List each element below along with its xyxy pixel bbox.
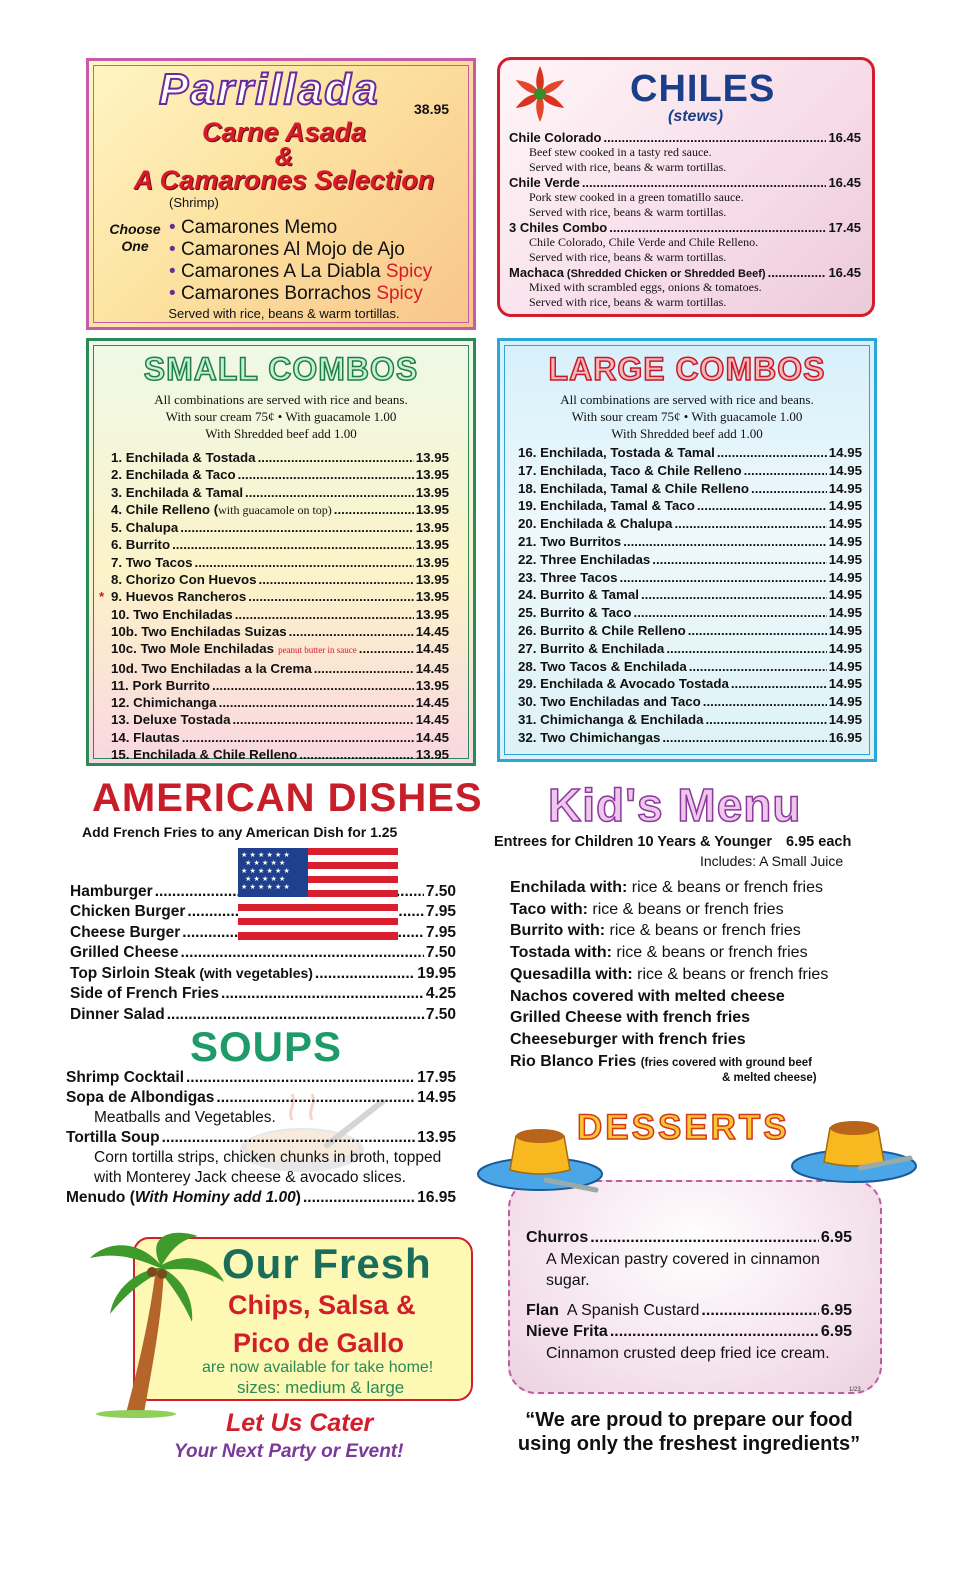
combo-item-price: 13.95 xyxy=(415,450,449,465)
combo-item-name: 15. Enchilada & Chile Relleno xyxy=(111,747,298,763)
american-item-row xyxy=(70,943,456,963)
combo-item-price: 14.95 xyxy=(828,622,862,638)
combo-item-name: 27. Burrito & Enchilada xyxy=(518,640,665,656)
small-combos-note2: With sour cream 75¢ • With guacamole 1.00 xyxy=(165,409,397,424)
soup-item-desc: Corn tortilla strips, chicken chunks in broth, topped xyxy=(94,1149,442,1166)
chile-item-name: Chile Colorado xyxy=(509,130,602,145)
combo-item-name: 12. Chimichanga xyxy=(111,695,217,711)
combo-item-name: 31. Chimichanga & Enchilada xyxy=(518,711,704,727)
parrillada-line2: A Camarones Selection xyxy=(133,165,435,195)
combo-item-row xyxy=(111,746,449,763)
parrillada-option xyxy=(169,239,432,261)
combo-item-row xyxy=(111,640,449,659)
combo-item-price: 14.95 xyxy=(828,516,862,532)
combo-item-name: 9. Huevos Rancheros xyxy=(111,589,247,605)
chiles-list xyxy=(509,130,861,310)
combo-item-name: 24. Burrito & Tamal xyxy=(518,587,639,603)
parrillada-option-name: Camarones Memo xyxy=(180,217,338,238)
flan-icon xyxy=(476,1118,606,1198)
combo-item-name: 4. Chile Relleno ( xyxy=(111,501,219,517)
combo-item-row xyxy=(518,640,862,658)
chile-item-desc: Mixed with scrambled eggs, onions & tomatoes. xyxy=(529,280,762,294)
chile-item-price: 17.45 xyxy=(828,220,861,235)
american-dishes-title: AMERICAN DISHES xyxy=(92,776,483,820)
combo-item-name: 14. Flautas xyxy=(111,729,180,745)
kids-menu-header xyxy=(494,834,851,850)
combo-item-row xyxy=(518,622,862,640)
combo-item-price: 14.95 xyxy=(828,640,862,656)
combo-item-price: 14.95 xyxy=(828,605,862,621)
combo-item-row xyxy=(99,588,449,605)
chile-item-note: (Shredded Chicken or Shredded Beef) xyxy=(566,268,766,280)
combo-item-price: 14.95 xyxy=(828,551,862,567)
combo-item-name: 22. Three Enchiladas xyxy=(518,551,651,567)
large-combos-note2: With sour cream 75¢ • With guacamole 1.00 xyxy=(571,409,803,424)
svg-text:★ ★ ★ ★ ★: ★ ★ ★ ★ ★ xyxy=(245,859,286,867)
combo-item-name: 7. Two Tacos xyxy=(111,554,193,570)
combo-item-price: 14.95 xyxy=(828,480,862,496)
soups-list xyxy=(66,1068,456,1208)
chile-item-desc: Served with rice, beans & warm tortillas. xyxy=(529,295,727,309)
combo-item-name: 10c. Two Mole Enchiladas xyxy=(111,641,275,657)
soup-item-name: Menudo ( xyxy=(66,1189,135,1206)
combo-item-name: 21. Two Burritos xyxy=(518,533,622,549)
chile-item-desc: Served with rice, beans & warm tortillas. xyxy=(529,205,727,219)
kids-item-rest: rice & beans or french fries xyxy=(587,900,784,918)
kids-item-name: Tostada with: xyxy=(510,944,612,962)
print-date: 1/23 xyxy=(849,1387,861,1393)
spicy-label: Spicy xyxy=(385,261,433,282)
chile-item-name: Machaca xyxy=(509,265,564,280)
dessert-name: Churros xyxy=(526,1229,589,1246)
combo-item-row xyxy=(518,480,862,498)
cater-subtitle: Your Next Party or Event! xyxy=(174,1441,404,1462)
parrillada-option xyxy=(169,217,432,239)
parrillada-options xyxy=(169,217,432,305)
parrillada-option xyxy=(169,261,432,283)
combo-item-name: 5. Chalupa xyxy=(111,520,179,536)
chile-item-desc: Chile Colorado, Chile Verde and Chile Relleno. xyxy=(529,235,759,249)
american-item-name: Top Sirloin Steak xyxy=(70,965,196,983)
combo-item-row xyxy=(111,694,449,711)
combo-item-name: 1. Enchilada & Tostada xyxy=(111,450,256,465)
spicy-label: Spicy xyxy=(376,283,423,304)
fresh-line2: Chips, Salsa & xyxy=(228,1290,416,1320)
parrillada-option xyxy=(169,283,432,305)
combo-item-price: 13.95 xyxy=(415,484,449,500)
chile-item-name: Chile Verde xyxy=(509,175,580,190)
combo-item-name: 10. Two Enchiladas xyxy=(111,606,233,622)
soup-item-desc: with Monterey Jack cheese & avocado slices. xyxy=(94,1169,406,1186)
parrillada-choose-one: Choose One xyxy=(109,221,161,254)
chiles-subtitle: (stews) xyxy=(668,108,724,125)
combo-item-row xyxy=(111,729,449,746)
combo-item-price: 13.95 xyxy=(415,677,449,693)
soups-title: SOUPS xyxy=(190,1023,343,1070)
combo-item-row xyxy=(518,497,862,515)
svg-text:★ ★ ★ ★ ★: ★ ★ ★ ★ ★ xyxy=(245,875,286,883)
kids-item-rest: rice & beans or french fries xyxy=(605,922,801,940)
soup-item-price: 17.95 xyxy=(417,1069,456,1086)
chile-item-price: 16.45 xyxy=(828,130,861,145)
soup-item-name: Sopa de Albondigas xyxy=(66,1089,215,1106)
soup-item-row xyxy=(66,1188,456,1208)
american-item-extra: (with vegetables) xyxy=(195,965,313,982)
combo-item-price: 14.95 xyxy=(828,533,862,549)
parrillada-title: Parrillada xyxy=(159,65,380,114)
parrillada-option-name: Camarones A La Diabla xyxy=(180,261,381,282)
svg-text:★ ★ ★ ★ ★ ★: ★ ★ ★ ★ ★ ★ xyxy=(241,867,290,875)
combo-item-row xyxy=(518,533,862,551)
chile-item-row xyxy=(509,130,861,145)
parrillada-amp: & xyxy=(274,141,294,171)
menu-item-row xyxy=(526,1227,852,1249)
combo-item-price: 14.45 xyxy=(415,660,449,676)
combo-item-price: 14.45 xyxy=(415,623,449,639)
american-item-price: 4.25 xyxy=(425,985,456,1003)
soup-item-price: 14.95 xyxy=(417,1089,456,1106)
combo-item-row xyxy=(518,444,862,462)
american-item-price: 7.95 xyxy=(425,923,456,941)
combo-item-price: 14.95 xyxy=(828,569,862,585)
kids-item-rest: rice & beans or french fries xyxy=(627,879,823,896)
desserts-list xyxy=(526,1227,852,1364)
kids-fries-note1: (fries covered with ground beef xyxy=(640,1056,812,1069)
combo-item-row xyxy=(111,536,449,553)
combo-item-row xyxy=(518,569,862,587)
kids-menu-price: 6.95 each xyxy=(786,834,852,850)
kids-item-name: Burrito with: xyxy=(510,922,606,940)
soup-item-row xyxy=(66,1068,456,1088)
combo-item-row xyxy=(518,604,862,622)
kids-item-row xyxy=(510,1007,828,1029)
american-item-price: 19.95 xyxy=(417,965,456,983)
combo-item-price: 14.95 xyxy=(828,676,862,692)
dessert-price: 6.95 xyxy=(820,1323,852,1340)
combo-item-name: 8. Chorizo Con Huevos xyxy=(111,572,257,588)
combo-item-row xyxy=(518,586,862,604)
flan-icon xyxy=(790,1110,920,1190)
quote-line1: “We are proud to prepare our food xyxy=(525,1409,853,1431)
american-item-name: Chicken Burger xyxy=(70,903,186,921)
small-combos-list xyxy=(99,449,449,763)
combo-item-row xyxy=(111,677,449,694)
combo-item-price: 14.95 xyxy=(828,658,862,674)
kids-item-name: Enchilada with: xyxy=(510,879,628,896)
combo-item-name: 28. Two Tacos & Enchilada xyxy=(518,658,687,674)
chile-item-row xyxy=(509,265,861,280)
combo-item-row xyxy=(518,658,862,676)
combo-item-price: 13.95 xyxy=(415,537,449,553)
american-item-price: 7.50 xyxy=(425,1005,456,1023)
combo-item-price: 14.95 xyxy=(828,445,862,460)
combo-item-row xyxy=(518,551,862,569)
combo-item-row xyxy=(111,501,449,519)
kids-item-rest: rice & beans or french fries xyxy=(632,965,829,983)
parrillada-option-name: Camarones Al Mojo de Ajo xyxy=(180,239,405,260)
kids-item-row xyxy=(510,920,828,942)
combo-item-name: 19. Enchilada, Tamal & Taco xyxy=(518,498,695,514)
chile-item-row xyxy=(509,175,861,190)
kids-item-row xyxy=(510,877,828,899)
american-item-name: Dinner Salad xyxy=(70,1005,165,1023)
parrillada-option-name: Camarones Borrachos xyxy=(180,283,372,304)
combo-item-price: 13.95 xyxy=(415,589,449,605)
kids-item-name: Grilled Cheese with french fries xyxy=(510,1009,751,1027)
dessert-extra: A Spanish Custard xyxy=(558,1301,700,1319)
american-flag-icon xyxy=(238,848,398,940)
palm-tree-icon xyxy=(86,1228,226,1418)
combo-item-extra: peanut butter in sauce xyxy=(278,645,357,656)
combo-item-name: 3. Enchilada & Tamal xyxy=(111,484,244,500)
kids-item-row xyxy=(510,986,828,1008)
combo-item-price: 14.45 xyxy=(415,641,449,657)
combo-item-row xyxy=(518,515,862,533)
small-combos-title: SMALL COMBOS xyxy=(143,351,419,387)
american-item-row xyxy=(70,984,456,1004)
combo-item-price: 14.95 xyxy=(828,498,862,514)
chile-pepper-icon xyxy=(510,64,570,124)
combo-item-price: 14.95 xyxy=(828,711,862,727)
combo-item-row xyxy=(111,449,449,466)
american-item-name: Side of French Fries xyxy=(70,985,220,1003)
combo-item-row xyxy=(111,711,449,728)
kids-menu-list xyxy=(510,877,828,1074)
combo-item-price: 13.95 xyxy=(415,747,449,763)
quote-line2: using only the freshest ingredients” xyxy=(517,1433,861,1455)
combo-item-row xyxy=(111,466,449,483)
kids-fries-note2: & melted cheese) xyxy=(722,1072,817,1084)
combo-item-row xyxy=(518,729,862,747)
kids-item-name: Taco with: xyxy=(510,900,588,918)
parrillada-shrimp-note: (Shrimp) xyxy=(169,195,219,210)
chile-item-row xyxy=(509,220,861,235)
combo-item-name: 10d. Two Enchiladas a la Crema xyxy=(111,660,312,676)
small-combos-note3: With Shredded beef add 1.00 xyxy=(205,426,357,441)
svg-text:★ ★ ★ ★ ★ ★: ★ ★ ★ ★ ★ ★ xyxy=(241,883,290,891)
large-combos-note3: With Shredded beef add 1.00 xyxy=(611,426,763,441)
combo-item-row xyxy=(518,693,862,711)
combo-item-row xyxy=(111,484,449,501)
combo-item-price: 14.95 xyxy=(828,587,862,603)
combo-item-row xyxy=(111,554,449,571)
combo-item-extra: with guacamole on top) xyxy=(218,502,332,517)
chile-item-desc: Beef stew cooked in a tasty red sauce. xyxy=(529,145,712,159)
combo-item-name: 10b. Two Enchiladas Suizas xyxy=(111,623,287,639)
american-item-price: 7.50 xyxy=(425,943,456,961)
combo-item-price: 13.95 xyxy=(415,467,449,483)
chiles-panel xyxy=(497,57,875,317)
kids-menu-title: Kid's Menu xyxy=(548,779,802,831)
svg-text:★ ★ ★ ★ ★ ★: ★ ★ ★ ★ ★ ★ xyxy=(241,851,290,859)
american-item-name: Hamburger xyxy=(70,883,153,900)
combo-item-name: 18. Enchilada, Tamal & Chile Relleno xyxy=(518,480,750,496)
combo-item-price: 14.45 xyxy=(415,729,449,745)
dessert-name: Nieve Frita xyxy=(526,1323,608,1340)
parrillada-panel xyxy=(86,58,476,330)
dessert-name: Flan xyxy=(526,1301,559,1319)
american-item-price: 7.50 xyxy=(425,883,456,900)
combo-item-row xyxy=(111,571,449,588)
chile-item-price: 16.45 xyxy=(828,265,861,280)
combo-item-name: 25. Burrito & Taco xyxy=(518,605,632,621)
small-combos-note1: All combinations are served with rice and beans. xyxy=(154,392,408,407)
star-icon: * xyxy=(99,589,105,605)
parrillada-line1: Carne Asada xyxy=(201,117,367,147)
kids-item-name: Cheeseburger with french fries xyxy=(510,1030,746,1048)
kids-item-name: Nachos covered with melted cheese xyxy=(510,987,785,1005)
kids-item-row xyxy=(510,1051,828,1075)
combo-item-row xyxy=(518,675,862,693)
bullet-icon: • xyxy=(169,239,176,260)
combo-item-name: 17. Enchilada, Taco & Chile Relleno xyxy=(518,462,742,478)
combo-item-row xyxy=(111,606,449,623)
chile-item-desc: Pork stew cooked in a green tomatillo sauce. xyxy=(529,190,744,204)
combo-item-name: 2. Enchilada & Taco xyxy=(111,467,236,483)
menu-item-row xyxy=(526,1300,852,1322)
parrillada-served-note: Served with rice, beans & warm tortillas. xyxy=(168,306,400,321)
dessert-price: 6.95 xyxy=(820,1301,852,1319)
parrillada-price: 38.95 xyxy=(414,101,450,117)
combo-item-name: 6. Burrito xyxy=(111,537,171,553)
combo-item-row xyxy=(111,660,449,677)
combo-item-price: 13.95 xyxy=(415,572,449,588)
combo-item-price: 16.95 xyxy=(828,729,862,745)
bullet-icon: • xyxy=(169,283,176,304)
kids-item-name: Quesadilla with: xyxy=(510,965,633,983)
combo-item-price: 14.95 xyxy=(828,462,862,478)
combo-item-name: 13. Deluxe Tostada xyxy=(111,712,231,728)
combo-item-price: 13.95 xyxy=(415,520,449,536)
kids-item-row xyxy=(510,1029,828,1051)
chile-item-desc: Served with rice, beans & warm tortillas. xyxy=(529,160,727,174)
combo-item-name: 30. Two Enchiladas and Taco xyxy=(518,694,701,710)
combo-item-name: 26. Burrito & Chile Relleno xyxy=(518,622,686,638)
soup-item-row xyxy=(66,1088,456,1108)
combo-item-row xyxy=(111,519,449,536)
desserts-title: DESSERTS xyxy=(577,1108,790,1147)
fresh-line1: Our Fresh xyxy=(222,1240,432,1287)
small-combos-panel xyxy=(86,338,476,766)
combo-item-name: 16. Enchilada, Tostada & Tamal xyxy=(518,445,715,460)
kids-item-row xyxy=(510,964,828,986)
american-item-name: Cheese Burger xyxy=(70,923,181,941)
dessert-price: 6.95 xyxy=(820,1229,852,1246)
kids-item-rest: rice & beans or french fries xyxy=(611,944,808,962)
combo-item-name: 23. Three Tacos xyxy=(518,569,618,585)
fresh-line5: sizes: medium & large xyxy=(237,1378,405,1397)
soup-item-note-close: ) xyxy=(295,1189,301,1206)
combo-item-row xyxy=(518,711,862,729)
chiles-title: CHILES xyxy=(630,68,776,110)
kids-item-row xyxy=(510,899,828,921)
soup-item-row xyxy=(66,1128,456,1148)
bullet-icon: • xyxy=(169,217,176,238)
combo-item-price: 13.95 xyxy=(415,606,449,622)
american-item-row xyxy=(70,963,456,984)
soup-item-name: Shrimp Cocktail xyxy=(66,1069,184,1086)
combo-item-price: 14.95 xyxy=(828,694,862,710)
chile-item-price: 16.45 xyxy=(828,175,861,190)
soup-item-price: 16.95 xyxy=(417,1189,456,1206)
combo-item-price: 13.95 xyxy=(415,554,449,570)
quote xyxy=(494,1408,884,1456)
american-dishes-note: Add French Fries to any American Dish for 1.25 xyxy=(82,824,398,840)
combo-item-price: 14.45 xyxy=(415,712,449,728)
large-combos-panel xyxy=(497,338,877,762)
soup-item-note: With Hominy add 1.00 xyxy=(134,1189,296,1206)
dessert-desc: Cinnamon crusted deep fried ice cream. xyxy=(546,1344,830,1362)
american-item-name: Grilled Cheese xyxy=(70,943,179,961)
cater-title: Let Us Cater xyxy=(226,1409,374,1437)
american-item-price: 7.95 xyxy=(425,903,456,921)
large-combos-list xyxy=(518,444,862,747)
fresh-line3: Pico de Gallo xyxy=(233,1328,405,1358)
soup-item-price: 13.95 xyxy=(417,1129,456,1146)
dessert-desc: A Mexican pastry covered in cinnamon sugar. xyxy=(546,1250,820,1289)
soup-item-desc: Meatballs and Vegetables. xyxy=(94,1109,276,1126)
combo-item-name: 11. Pork Burrito xyxy=(111,677,211,693)
combo-item-price: 13.95 xyxy=(415,501,449,517)
menu-item-row xyxy=(526,1321,852,1343)
combo-item-row xyxy=(518,462,862,480)
combo-item-name: 29. Enchilada & Avocado Tostada xyxy=(518,676,729,692)
fresh-line4: are now available for take home! xyxy=(202,1359,434,1376)
combo-item-name: 32. Two Chimichangas xyxy=(518,729,661,745)
chile-item-desc: Served with rice, beans & warm tortillas. xyxy=(529,250,727,264)
kids-item-name: Rio Blanco Fries xyxy=(510,1052,637,1070)
combo-item-name: 20. Enchilada & Chalupa xyxy=(518,516,673,532)
bullet-icon: • xyxy=(169,261,176,282)
large-combos-title: LARGE COMBOS xyxy=(548,351,826,387)
kids-menu-header-text: Entrees for Children 10 Years & Younger xyxy=(494,834,773,850)
combo-item-row xyxy=(111,623,449,640)
kids-item-row xyxy=(510,942,828,964)
kids-menu-includes: Includes: A Small Juice xyxy=(700,853,844,869)
combo-item-price: 14.45 xyxy=(415,695,449,711)
large-combos-note1: All combinations are served with rice and beans. xyxy=(560,392,814,407)
soup-item-name: Tortilla Soup xyxy=(66,1129,160,1146)
chile-item-name: 3 Chiles Combo xyxy=(509,220,608,235)
